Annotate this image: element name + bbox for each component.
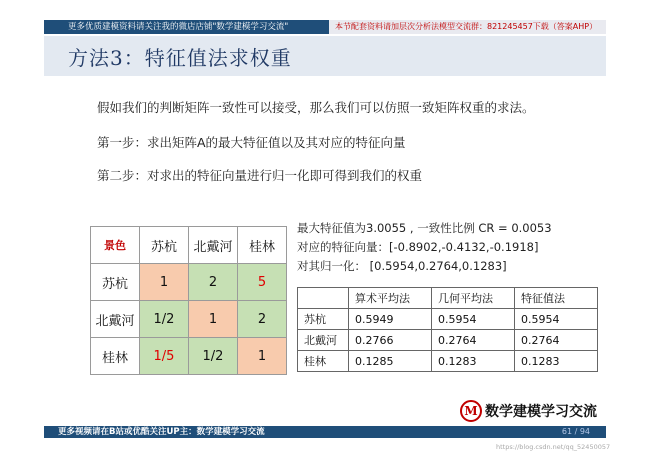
matrix-cell: 2	[238, 301, 287, 338]
table-cell: 桂林	[298, 351, 349, 372]
brand-logo	[460, 400, 597, 422]
matrix-cell: 1	[140, 264, 189, 301]
weights-comparison-table	[297, 287, 598, 372]
slide-title: 方法3：特征值法求权重	[68, 46, 292, 70]
matrix-cell: 1/2	[140, 301, 189, 338]
matrix-row	[91, 264, 287, 301]
matrix-cell: 1/2	[189, 338, 238, 375]
table-cell: 0.2766	[349, 330, 432, 351]
matrix-row-header: 北戴河	[91, 301, 140, 338]
footer-bar	[44, 426, 606, 438]
matrix-row	[91, 301, 287, 338]
matrix-cell: 2	[189, 264, 238, 301]
max-eigenvalue-text: 最大特征值为3.0055 , 一致性比例 CR = 0.0053	[297, 221, 552, 235]
logo-text: 数学建模学习交流	[485, 404, 597, 420]
title-band	[44, 36, 606, 76]
header-left-text: 更多优质建模资料请关注我的微店店铺"数学建模学习交流"	[44, 20, 329, 34]
matrix-row-header: 桂林	[91, 338, 140, 375]
judgment-matrix	[90, 226, 287, 375]
table-header-row	[298, 288, 598, 309]
table-cell: 0.1283	[515, 351, 598, 372]
matrix-cell: 5	[238, 264, 287, 301]
footer-text: 更多视频请在B站或优酷关注UP主：数学建模学习交流	[58, 427, 265, 437]
matrix-cell: 1	[238, 338, 287, 375]
table-header-cell	[298, 288, 349, 309]
table-row	[298, 330, 598, 351]
step-one-text: 第一步：求出矩阵A的最大特征值以及其对应的特征向量	[97, 135, 406, 150]
table-row	[298, 351, 598, 372]
table-cell: 0.1283	[432, 351, 515, 372]
page-number: 61 / 94	[561, 427, 590, 436]
matrix-col-header: 北戴河	[189, 227, 238, 264]
table-header-cell: 算术平均法	[349, 288, 432, 309]
matrix-corner: 景色	[91, 227, 140, 264]
table-row	[298, 309, 598, 330]
table-cell: 北戴河	[298, 330, 349, 351]
table-cell: 苏杭	[298, 309, 349, 330]
eigenvector-text: 对应的特征向量：[-0.8902,-0.4132,-0.1918]	[297, 240, 539, 254]
matrix-row-header: 苏杭	[91, 264, 140, 301]
matrix-cell: 1	[189, 301, 238, 338]
table-cell: 0.5954	[515, 309, 598, 330]
normalized-text: 对其归一化： [0.5954,0.2764,0.1283]	[297, 259, 507, 273]
header-bar	[44, 20, 606, 34]
watermark: https://blog.csdn.net/qq_52450057	[496, 443, 611, 451]
table-cell: 0.5954	[432, 309, 515, 330]
table-header-cell: 几何平均法	[432, 288, 515, 309]
header-right-text: 本节配套资料请加层次分析法模型交流群：821245457下载（答案AHP）	[329, 20, 606, 34]
table-header-cell: 特征值法	[515, 288, 598, 309]
matrix-col-header: 桂林	[238, 227, 287, 264]
matrix-cell: 1/5	[140, 338, 189, 375]
logo-m-icon: M	[460, 400, 482, 422]
matrix-row	[91, 338, 287, 375]
matrix-col-header: 苏杭	[140, 227, 189, 264]
step-two-text: 第二步：对求出的特征向量进行归一化即可得到我们的权重	[97, 168, 423, 183]
table-cell: 0.2764	[432, 330, 515, 351]
matrix-header-row	[91, 227, 287, 264]
table-cell: 0.5949	[349, 309, 432, 330]
intro-paragraph: 假如我们的判断矩阵一致性可以接受，那么我们可以仿照一致矩阵权重的求法。	[97, 100, 535, 115]
table-cell: 0.2764	[515, 330, 598, 351]
table-cell: 0.1285	[349, 351, 432, 372]
